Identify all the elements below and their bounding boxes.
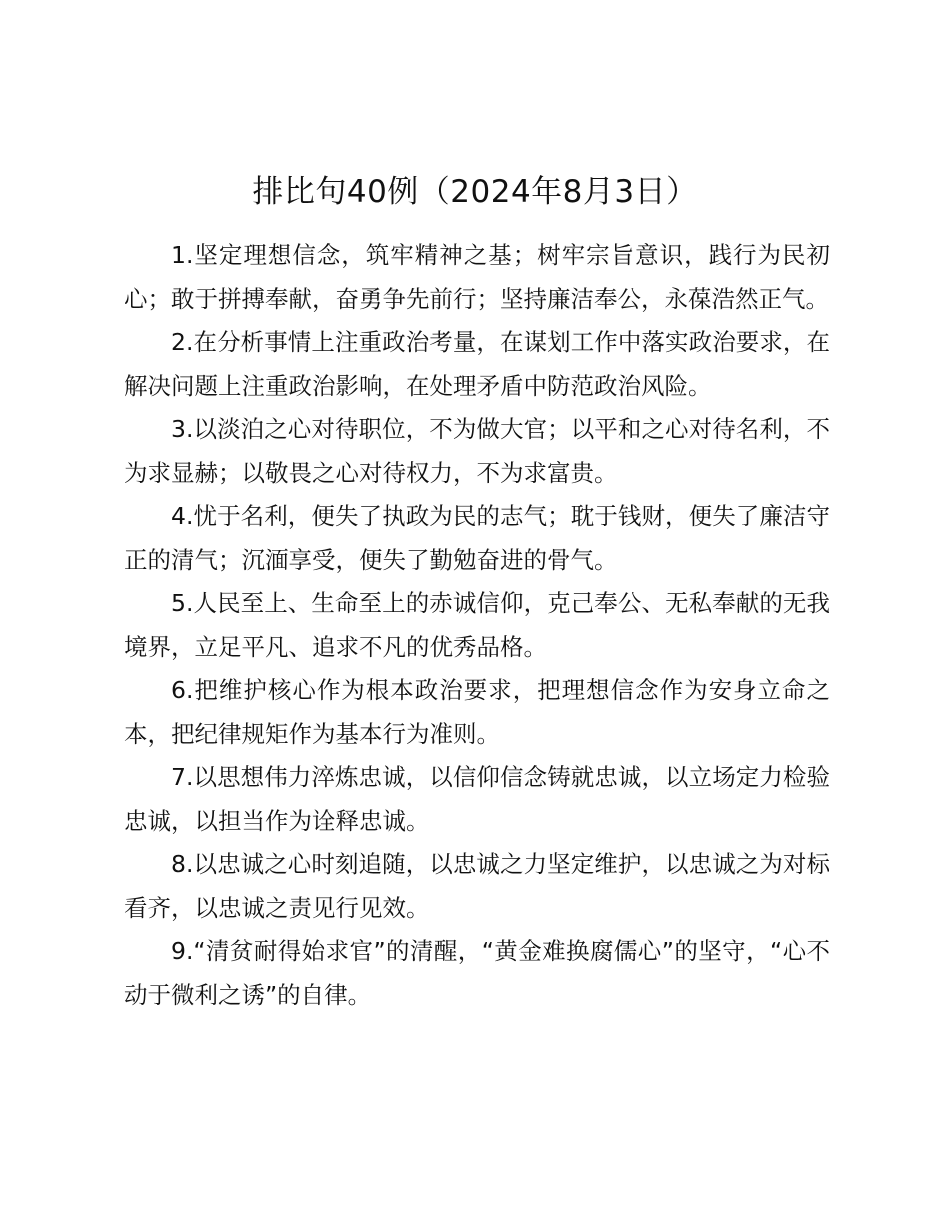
paragraph-5: 5.人民至上、生命至上的赤诚信仰，克己奉公、无私奉献的无我境界，立足平凡、追求不凡的优秀品格。 [124,589,830,661]
document-body [124,234,830,1017]
paragraph-4: 4.忧于名利，便失了执政为民的志气；耽于钱财，便失了廉洁守正的清气；沉湎享受，便失了勤勉奋进的骨气。 [124,502,830,574]
paragraph-3: 3.以淡泊之心对待职位，不为做大官；以平和之心对待名利，不为求显赫；以敬畏之心对待权力，不为求富贵。 [124,415,830,487]
paragraph-8: 8.以忠诚之心时刻追随，以忠诚之力坚定维护，以忠诚之为对标看齐，以忠诚之责见行见效。 [124,850,830,922]
paragraph-1: 1.坚定理想信念，筑牢精神之基；树牢宗旨意识，践行为民初心；敢于拼搏奉献，奋勇争先前行；坚持廉洁奉公，永葆浩然正气。 [124,241,830,313]
page-title: 排比句40例（2024年8月3日） [252,174,698,210]
paragraph-6: 6.把维护核心作为根本政治要求，把理想信念作为安身立命之本，把纪律规矩作为基本行为准则。 [124,676,830,748]
paragraph-7: 7.以思想伟力淬炼忠诚，以信仰信念铸就忠诚，以立场定力检验忠诚，以担当作为诠释忠诚。 [124,763,830,835]
paragraph-2: 2.在分析事情上注重政治考量，在谋划工作中落实政治要求，在解决问题上注重政治影响，在处理矛盾中防范政治风险。 [124,328,830,400]
paragraph-9: 9.“清贫耐得始求官”的清醒，“黄金难换腐儒心”的坚守，“心不动于微利之诱”的自律。 [124,937,830,1009]
